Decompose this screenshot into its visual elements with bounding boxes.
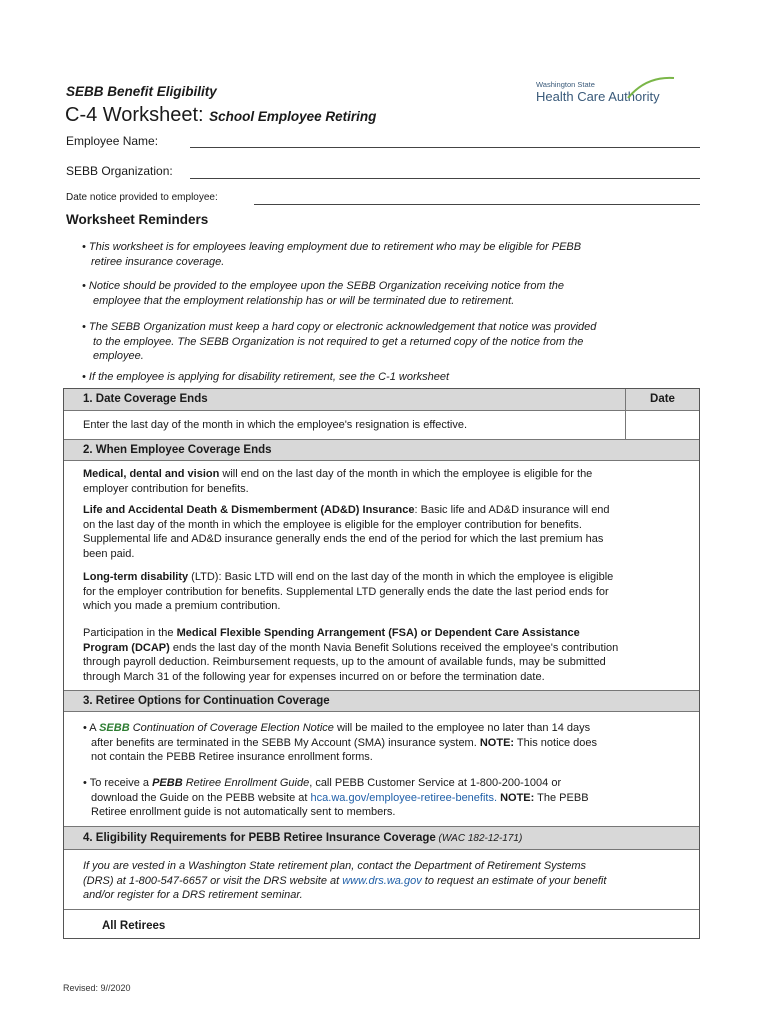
life-text-l2: on the last day of the month in which the employee is eligible for the employer contribution for benefits. (83, 518, 582, 531)
section1-text: Enter the last day of the month in which the employee's resignation is effective. (83, 419, 468, 431)
s3b2-l2-rest: The PEBB (534, 791, 589, 804)
section2-life (83, 503, 691, 561)
reminder-3-line1: • The SEBB Organization must keep a hard copy or electronic acknowledgement that notice was provided (82, 321, 597, 333)
ltd-bold: Long-term disability (83, 571, 189, 583)
section4-header (64, 826, 699, 850)
section4-heading: 4. Eligibility Requirements for PEBB Retiree Insurance Coverage (83, 832, 436, 844)
life-text-l3: Supplemental life and AD&D insurance generally ends the end of the period for which the last premium has (83, 533, 604, 545)
life-text: : Basic life and AD&D insurance will end (414, 504, 610, 516)
reminder-1-line2: retiree insurance coverage. (91, 255, 225, 268)
reminder-1 (82, 240, 682, 269)
reminder-2 (82, 279, 682, 308)
reminder-4: • If the employee is applying for disability retirement, see the C-1 worksheet (82, 371, 450, 383)
page-title (65, 104, 376, 127)
section2-heading: 2. When Employee Coverage Ends (83, 444, 272, 456)
ltd-text-l2: for the employer contribution for benefits. Supplemental LTD generally ends the date the last period ends for (83, 585, 609, 598)
drs-website-link[interactable]: www.drs.wa.gov (342, 874, 422, 887)
reminders-heading: Worksheet Reminders (66, 212, 209, 227)
reminder-2-line1: • Notice should be provided to the employee upon the SEBB Organization receiving notice from the (82, 280, 565, 292)
fsa-text-l2: ends the last day of the month Navia Benefit Solutions received the employee's contribution (169, 641, 619, 654)
section3-header (64, 690, 699, 712)
s3b1-rest: will be mailed to the employee no later than 14 days (333, 722, 591, 734)
s4-l1: If you are vested in a Washington State retirement plan, contact the Department of Retirement Systems (83, 860, 586, 872)
reminder-3-line2: to the employee. The SEBB Organization is not required to get a returned copy of the notice from the (93, 335, 584, 348)
life-bold: Life and Accidental Death & Dismemberment (AD&D) Insurance (83, 504, 415, 516)
reminder-3 (82, 320, 682, 364)
date-notice-field[interactable] (254, 204, 700, 205)
life-text-l4: been paid. (83, 547, 135, 560)
all-retirees-heading: All Retirees (102, 920, 166, 932)
reminder-2-line2: employee that the employment relationship has or will be terminated due to retirement. (93, 294, 515, 307)
logo-line1: Washington State (536, 80, 595, 89)
section3-bullet2 (83, 776, 691, 820)
sebb-org-label: SEBB Organization: (66, 164, 173, 178)
employee-name-field[interactable] (190, 147, 700, 148)
ltd-text: (LTD): Basic LTD will end on the last day of the month in which the employee is eligible (188, 571, 614, 583)
s3b2-italic: Retiree Enrollment Guide (182, 777, 310, 789)
s3b1-pre: • A (83, 722, 100, 734)
fsa-pre: Participation in the (83, 627, 177, 639)
s3b2-l2-pre: download the Guide on the PEBB website at (91, 791, 311, 804)
medical-text: will end on the last day of the month in which the employee is eligible for the (219, 468, 593, 480)
date-column-heading: Date (626, 389, 699, 410)
date-notice-label: Date notice provided to employee: (66, 192, 218, 203)
worksheet-table (63, 388, 700, 939)
hca-logo (536, 80, 676, 110)
dcap-bold: Program (DCAP) (83, 641, 170, 654)
fsa-text-l4: through March 31 of the following year for expenses incurred on or before the termination date. (83, 670, 545, 683)
fsa-bold: Medical Flexible Spending Arrangement (FSA) or Dependent Care Assistance (176, 627, 580, 639)
logo-line2: Health Care Authority (536, 89, 660, 104)
section2-medical (83, 467, 691, 496)
s3b2-l3: Retiree enrollment guide is not automatically sent to members. (91, 806, 396, 818)
section4-wac: (WAC 182-12-171) (435, 833, 523, 844)
all-retirees-divider (64, 909, 699, 910)
ltd-text-l3: which you made a premium contribution. (83, 600, 281, 612)
s3b2-pre: • To receive a (83, 777, 153, 789)
s4-l2-rest: to request an estimate of your benefit (421, 874, 607, 887)
section3-heading: 3. Retiree Options for Continuation Coverage (83, 695, 330, 707)
section4-text (83, 859, 691, 903)
form-category-title: SEBB Benefit Eligibility (66, 84, 217, 99)
employee-name-label: Employee Name: (66, 134, 159, 148)
worksheet-subtitle: School Employee Retiring (209, 109, 377, 124)
reminder-1-line1: • This worksheet is for employees leaving employment due to retirement who may be eligible for PEBB (82, 241, 582, 253)
s3b1-sebb: SEBB (99, 722, 130, 734)
worksheet-title: C-4 Worksheet: (65, 104, 204, 126)
section3-bullet1 (83, 721, 691, 765)
section2-fsa (83, 626, 691, 684)
section1-header (64, 389, 699, 411)
s3b1-italic: Continuation of Coverage Election Notice (129, 722, 334, 734)
medical-bold: Medical, dental and vision (83, 468, 220, 480)
date-coverage-ends-field[interactable] (626, 411, 699, 439)
s3b1-l2-pre: after benefits are terminated in the SEBB My Account (SMA) insurance system. (91, 736, 480, 749)
s3b2-pebb: PEBB (152, 777, 183, 789)
s3b2-rest: , call PEBB Customer Service at 1-800-200-1004 or (309, 777, 562, 789)
s4-l2-pre: (DRS) at 1-800-547-6657 or visit the DRS website at (83, 874, 343, 887)
medical-text-l2: employer contribution for benefits. (83, 482, 249, 495)
section1-heading: 1. Date Coverage Ends (83, 393, 208, 405)
reminder-3-line3: employee. (93, 350, 144, 362)
sebb-org-field[interactable] (190, 178, 700, 179)
section2-header (64, 439, 699, 461)
hca-website-link[interactable]: hca.wa.gov/employee-retiree-benefits. (310, 791, 498, 804)
s3b1-l2-rest: This notice does (514, 736, 598, 749)
fsa-text-l3: through payroll deduction. Reimbursement requests, up to the amount of available funds, may be submitted (83, 656, 606, 668)
section2-ltd (83, 570, 691, 614)
s4-l3: and/or register for a DRS retirement seminar. (83, 889, 303, 901)
s3b2-note: NOTE: (497, 791, 535, 804)
s3b1-l3: not contain the PEBB Retiree insurance enrollment forms. (91, 751, 373, 763)
logo-swoosh-icon (626, 74, 676, 104)
s3b1-note: NOTE: (479, 736, 515, 749)
revised-date: Revised: 9//2020 (63, 983, 131, 993)
